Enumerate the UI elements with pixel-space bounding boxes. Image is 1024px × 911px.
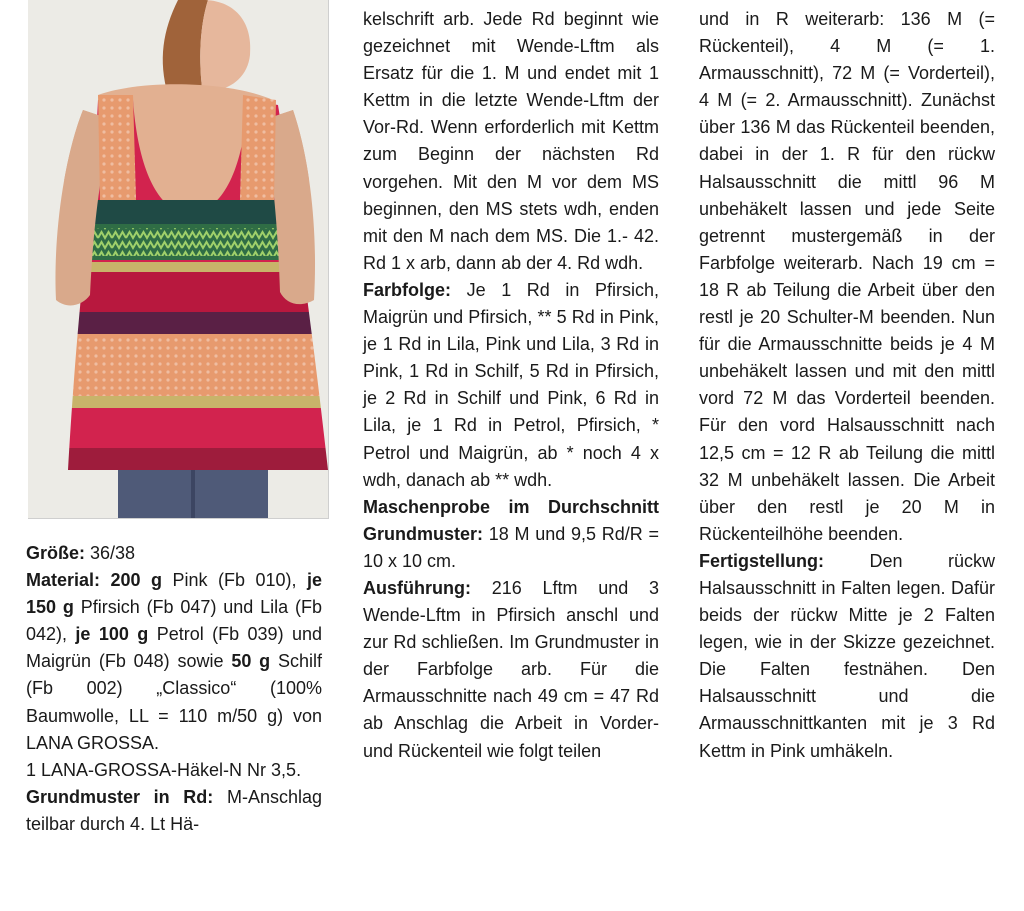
material-text-3: Petrol (Fb 039) und Maigrün (Fb 048) sowie xyxy=(26,624,322,672)
maschenprobe-label: Maschenprobe im Durchschnitt Grundmuster: xyxy=(363,496,659,544)
ausfuehrung-text: 216 Lftm und 3 Wende-Lftm in Pfirsich anschl und zur Rd schließen. Im Grundmuster in der Farbfolge arb. Für die Armausschnitte nach 49 cm = 47 Rd ab Anschlag die Arbeit in Vorder- und Rückenteil wie folgt teilen xyxy=(363,577,659,761)
maschenprobe-text: 18 M und 9,5 Rd/R = 10 x 10 cm. xyxy=(363,523,659,571)
grundmuster-text: M-Anschlag teilbar durch 4. Lt Hä- xyxy=(26,786,323,834)
farbfolge-paragraph xyxy=(363,277,659,494)
ausfuehrung-continued: und in R weiterarb: 136 M (= Rückenteil), 4 M (= 1. Armausschnitt), 72 M (= Vorderteil), 4 M (= 2. Armausschnitt). Zunächst über 136 M das Rückenteil beenden, dabei in der 1. R für den rückw Halsausschnitt die mittl 96 M unbehäkelt lassen und jede Seite getrennt mustergemäß in der Farbfolge weiterarb. Nach 19 cm = 18 R ab Teilung die Arbeit über den restl je 20 Schulter-M beenden. Nun für die Armausschnitte beids je 4 M unbehäkelt lassen und mit den mittl vord 72 M das Vorderteil beenden. Für den vord Halsausschnitt nach 12,5 cm = 12 R ab Teilung die mittl 32 M unbehäkelt lassen. Die Arbeit über den restl je 20 M in Rückenteilhöhe beenden. xyxy=(699,9,995,544)
fertigstellung-paragraph xyxy=(699,548,995,765)
grundmuster-continued: kelschrift arb. Jede Rd beginnt wie gezeichnet mit Wende-Lftm als Ersatz für die 1. M und endet mit 1 Kettm in die letzte Wende-Lftm der Vor-Rd. Wenn erforderlich mit Kettm zum Beginn der nächsten Rd vorgehen. Mit den M vor dem MS beginnen, den MS stets wdh, enden mit den M nach dem MS. Die 1.- 42. Rd 1 x arb, dann ab der 4. Rd wdh. xyxy=(363,9,659,273)
material-amount-2: je 150 g xyxy=(26,570,322,618)
material-amount-3: je 100 g xyxy=(67,624,149,645)
material-amount-4: 50 g xyxy=(223,651,271,672)
material-text-2: Pfirsich (Fb 047) und Lila (Fb 042), xyxy=(26,597,323,645)
material-text-1: Pink (Fb 010), xyxy=(162,570,297,591)
ausfuehrung-label: Ausführung: xyxy=(363,577,471,598)
grundmuster-paragraph xyxy=(26,784,322,838)
needle-paragraph: 1 LANA-GROSSA-Häkel-N Nr 3,5. xyxy=(26,759,302,780)
size-label: Größe: xyxy=(26,543,86,563)
material-text-4: Schilf (Fb 002) „Classico“ (100% Baumwolle, LL = 110 m/50 g) von LANA GROSSA. xyxy=(26,651,322,753)
material-label: Material: xyxy=(26,570,101,591)
column-3 xyxy=(699,6,995,765)
size-paragraph xyxy=(26,540,322,567)
maschenprobe-paragraph xyxy=(363,494,659,575)
ausfuehrung-paragraph xyxy=(363,575,659,765)
material-amount-1: 200 g xyxy=(100,570,163,591)
column-1 xyxy=(26,540,322,838)
fertigstellung-label: Fertigstellung: xyxy=(699,550,824,571)
column-2 xyxy=(363,6,659,765)
model-photo xyxy=(28,0,329,519)
size-value: 36/38 xyxy=(85,543,136,563)
woman-crochet-top-photo-icon xyxy=(28,0,328,518)
grundmuster-label: Grundmuster in Rd: xyxy=(26,786,214,807)
farbfolge-text: Je 1 Rd in Pfirsich, Maigrün und Pfirsich, ** 5 Rd in Pink, je 1 Rd in Lila, Pink und Lila, 3 Rd in Pink, 1 Rd in Schilf, 5 Rd in Pfirsich, je 2 Rd in Schilf und Pink, 6 Rd in Lila, je 1 Rd in Petrol, Pfirsich, * Petrol und Maigrün, ab * noch 4 x wdh, danach ab ** wdh. xyxy=(363,279,659,490)
farbfolge-label: Farbfolge: xyxy=(363,279,451,300)
fertigstellung-text: Den rückw Halsausschnitt in Falten legen. Dafür beids der rückw Mitte je 2 Falten legen, wie in der Skizze gezeichnet. Die Falten festnähen. Den Halsausschnitt und die Armausschnittkanten mit je 3 Rd Kettm in Pink umhäkeln. xyxy=(699,550,995,761)
material-paragraph xyxy=(26,567,322,757)
